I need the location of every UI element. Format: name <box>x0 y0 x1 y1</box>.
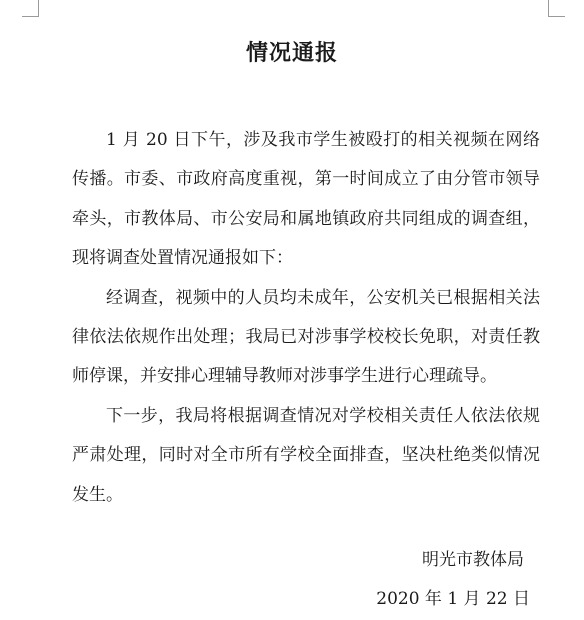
crop-mark-top-right <box>548 0 565 17</box>
document-body <box>72 121 540 515</box>
signature-block <box>376 541 530 620</box>
paragraph-1: 1 月 20 日下午，涉及我市学生被殴打的相关视频在网络传播。市委、市政府高度重视，第一时间成立了由分管市领导牵头，市教体局、市公安局和属地镇政府共同组成的调查组，现将调查处置情况通报如下： <box>72 130 540 269</box>
signature-organization: 明光市教体局 <box>422 550 524 570</box>
paragraph-3: 下一步，我局将根据调查情况对学校相关责任人依法依规严肃处理，同时对全市所有学校全面排查，坚决杜绝类似情况发生。 <box>72 405 540 505</box>
paragraph-2: 经调查，视频中的人员均未成年，公安机关已根据相关法律依法依规作出处理；我局已对涉事学校校长免职，对责任教师停课，并安排心理辅导教师对涉事学生进行心理疏导。 <box>72 287 540 387</box>
document-title: 情况通报 <box>245 41 338 66</box>
signature-date: 2020 年 1 月 22 日 <box>376 589 530 610</box>
crop-mark-top-left <box>22 0 39 17</box>
